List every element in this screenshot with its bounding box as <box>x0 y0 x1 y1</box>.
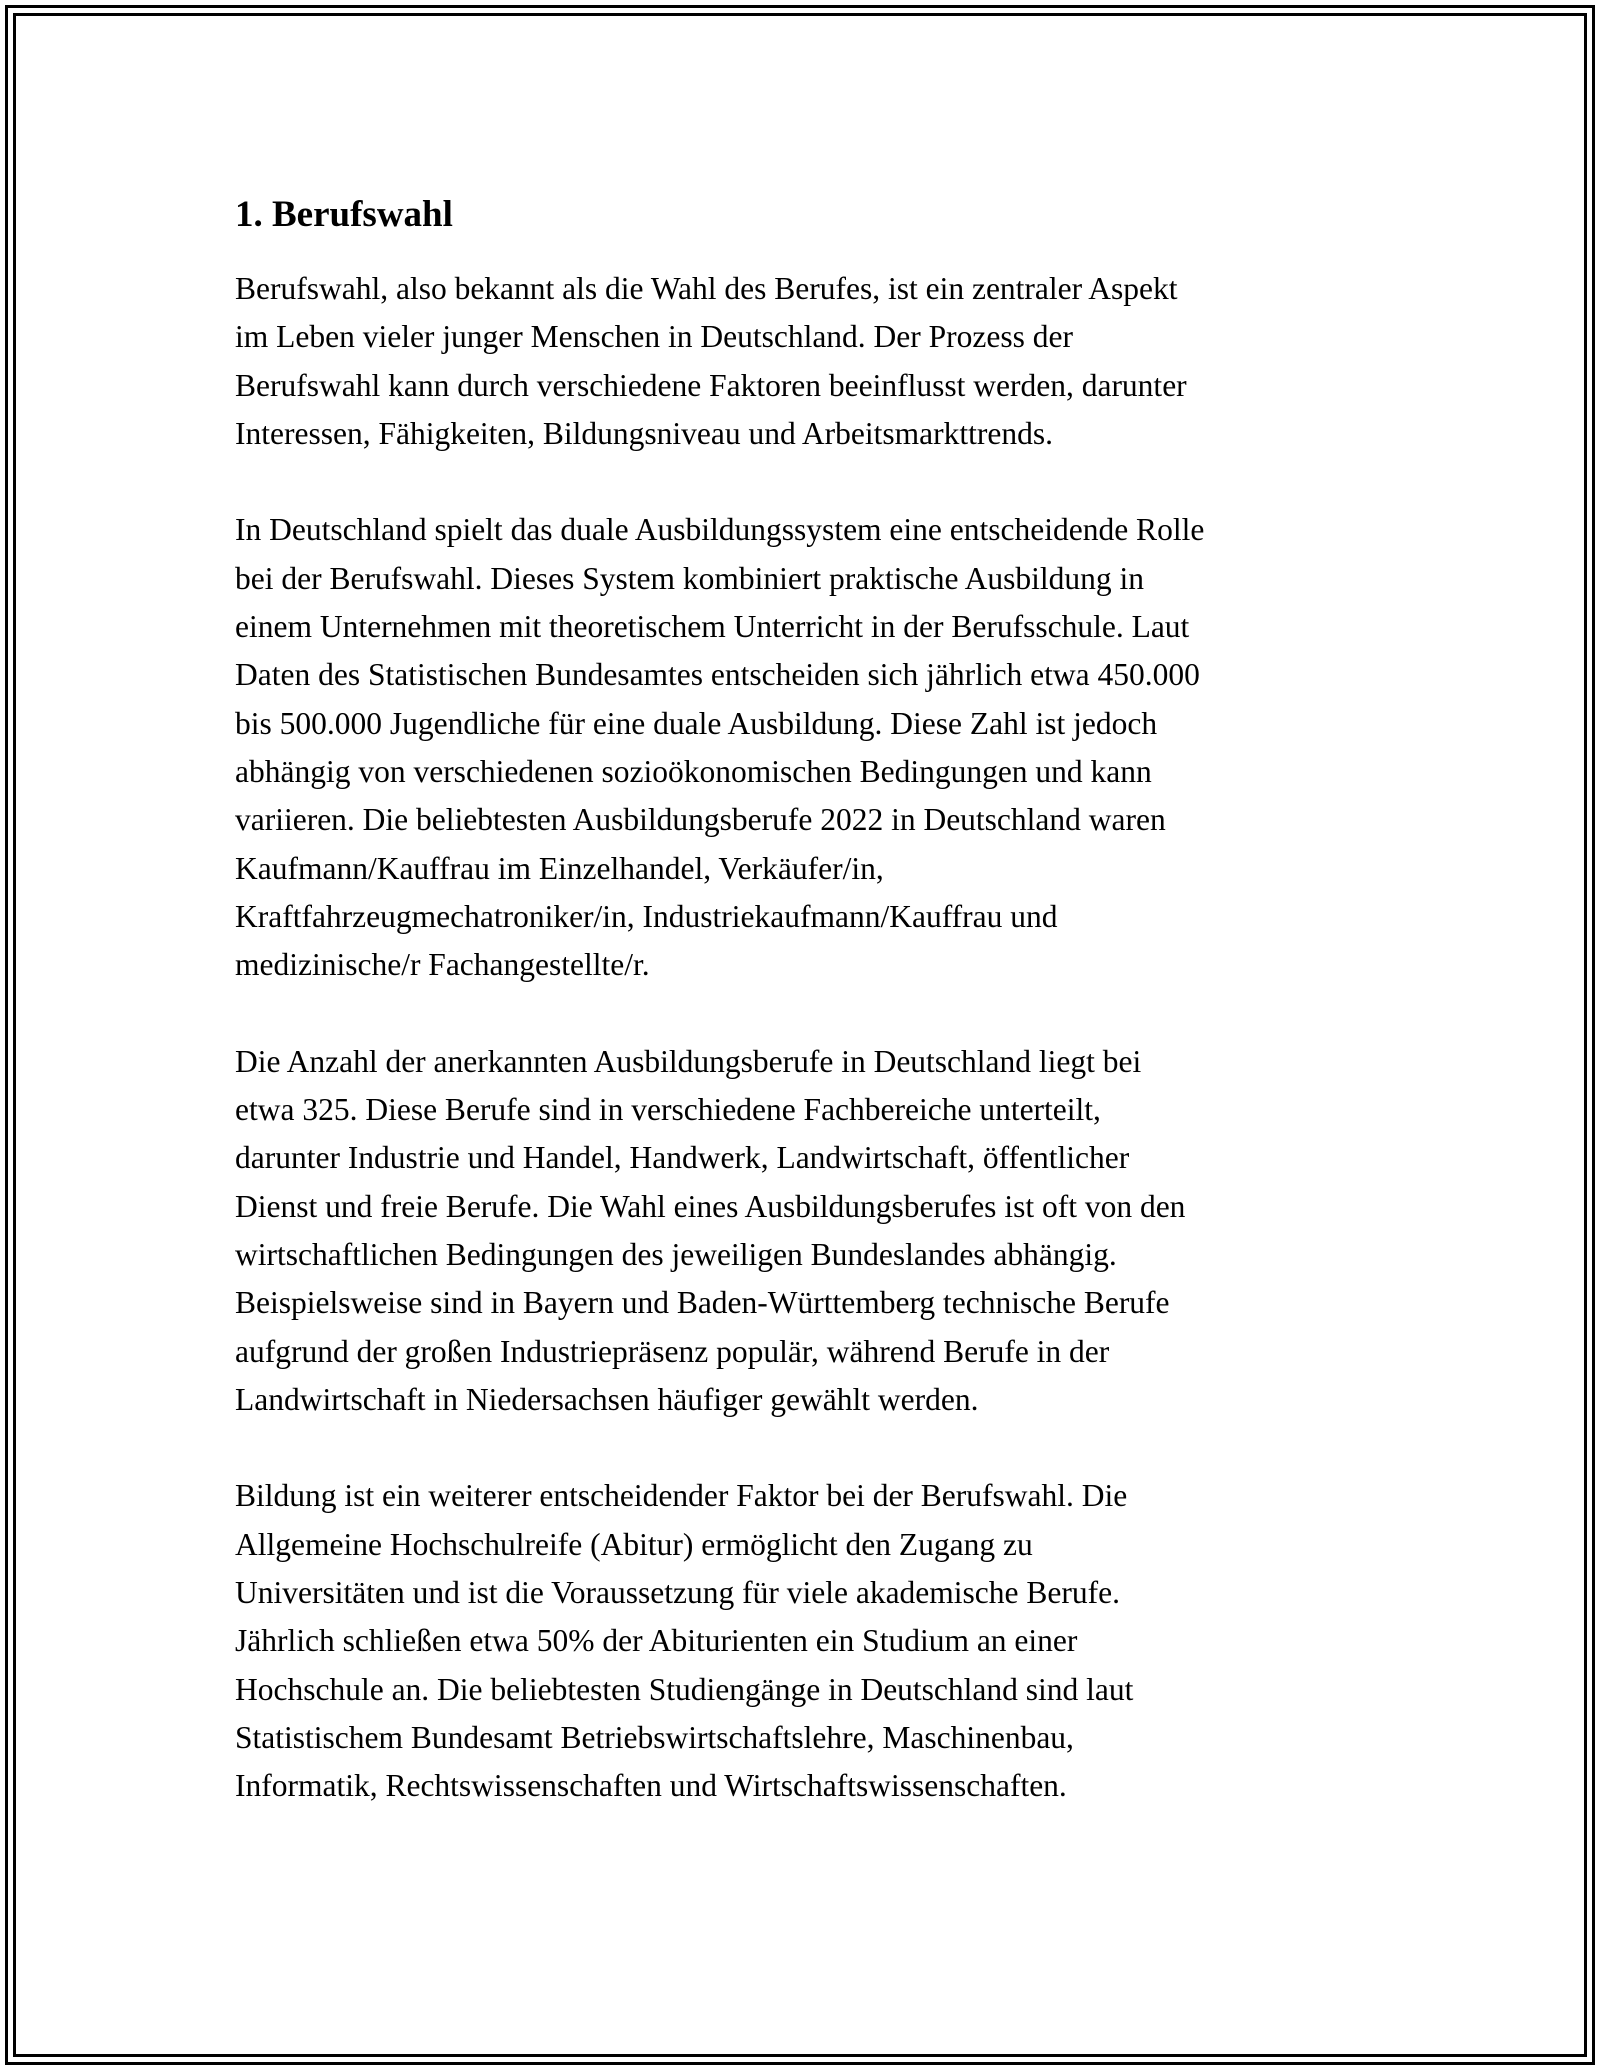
paragraph-intro: Berufswahl, also bekannt als die Wahl des Berufes, ist ein zentraler Aspekt im Leben vieler junger Menschen in Deutschland. Der Prozess der Berufswahl kann durch verschiedene Faktoren beeinflusst werden, darunter Interessen, Fähigkeiten, Bildungsniveau und Arbeitsmarkttrends. <box>235 271 1187 451</box>
paragraph-recognized-professions: Die Anzahl der anerkannten Ausbildungsberufe in Deutschland liegt bei etwa 325. Diese Berufe sind in verschiedene Fachbereiche unterteilt, darunter Industrie und Handel, Handwerk, Landwirtschaft, öffentlicher Dienst und freie Berufe. Die Wahl eines Ausbildungsberufes ist oft von den wirtschaftlichen Bedingungen des jeweiligen Bundeslandes abhängig. Beispielsweise sind in Bayern und Baden-Württemberg technische Berufe aufgrund der großen Industriepräsenz populär, während Berufe in der Landwirtschaft in Niedersachsen häufiger gewählt werden. <box>235 1043 1186 1417</box>
section-heading: 1. Berufswahl <box>235 194 453 235</box>
paragraph-dual-system: In Deutschland spielt das duale Ausbildungssystem eine entscheidende Rolle bei der Berufswahl. Dieses System kombiniert praktische Ausbildung in einem Unternehmen mit theoretischem Unterricht in der Berufsschule. Laut Daten des Statistischen Bundesamtes entscheiden sich jährlich etwa 450.000 bis 500.000 Jugendliche für eine duale Ausbildung. Diese Zahl ist jedoch abhängig von verschiedenen sozioökonomischen Bedingungen und kann variieren. Die beliebtesten Ausbildungsberufe 2022 in Deutschland waren Kaufmann/Kauffrau im Einzelhandel, Verkäufer/in, Kraftfahrzeugmechatroniker/in, Industriekaufmann/Kauffrau und medizinische/r Fachangestellte/r. <box>235 512 1205 983</box>
document-body <box>235 185 1385 1859</box>
paragraph-education: Bildung ist ein weiterer entscheidender Faktor bei der Berufswahl. Die Allgemeine Hochschulreife (Abitur) ermöglicht den Zugang zu Universitäten und ist die Voraussetzung für viele akademische Berufe. Jährlich schließen etwa 50% der Abiturienten ein Studium an einer Hochschule an. Die beliebtesten Studiengänge in Deutschland sind laut Statistischem Bundesamt Betriebswirtschaftslehre, Maschinenbau, Informatik, Rechtswissenschaften und Wirtschaftswissenschaften. <box>235 1478 1134 1804</box>
